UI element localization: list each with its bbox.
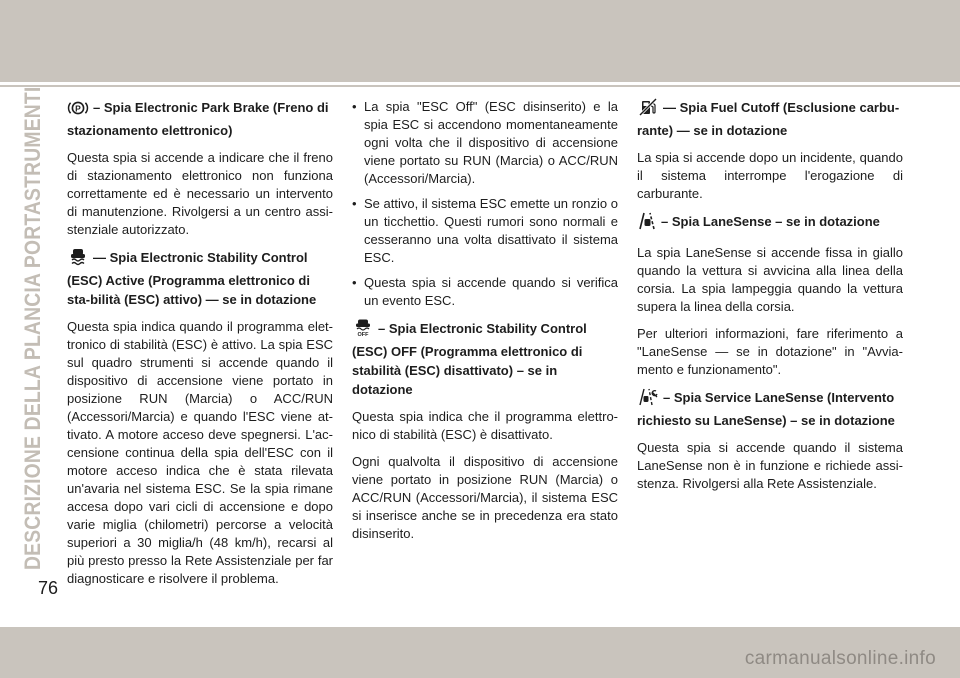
heading-esc-off [352, 319, 618, 399]
paragraph: Questa spia indica quando il programma elet-tronico di stabilità (ESC) è attivo. La spia ESC sul quadro strumenti si accende quando il dispositivo di accensione viene portato in posizione RUN (Marcia) o ACC/RUN (Accessori/Marcia) e quando l'ESC viene at-tivato. A motore acceso deve spegnersi. L'ac-censione continua della spia dell'ESC con il motore acceso indica che è stata rilevata un'avaria nel sistema ESC. Se la spia rimane accesa dopo vari cicli di accensione e dopo varie miglia (chilometri) percorse a velocità superiori a 30 miglia/h (48 km/h), recarsi al più presto presso la Rete Assistenziale per far diagnosticare e risolvere il problema. [67, 319, 333, 586]
heading-lanesense [637, 212, 903, 235]
svg-text:P: P [75, 103, 81, 114]
column-1 [67, 98, 333, 597]
paragraph: Questa spia si accende quando il sistema LaneSense non è in funzione e richiede assi-stenza. Rivolgersi alla Rete Assistenziale. [637, 440, 903, 491]
column-3 [637, 98, 903, 502]
heading-fuel-cutoff-text: — Spia Fuel Cutoff (Esclusione carbu-rante) — se in dotazione [637, 100, 900, 138]
top-band-strip [0, 85, 960, 87]
paragraph: Questa spia si accende a indicare che il freno di stazionamento elettronico non funziona correttamente ed è necessario un intervento di manutenzione. Rivolgersi a un centro assi-stenziale autorizzato. [67, 150, 333, 237]
lanesense-icon [637, 212, 657, 235]
heading-service-lanesense [637, 388, 903, 430]
heading-fuel-cutoff [637, 98, 903, 140]
service-lanesense-icon [637, 388, 659, 411]
paragraph: Questa spia indica che il programma elettro-nico di stabilità (ESC) è disattivato. [352, 409, 618, 442]
page-number: 76 [38, 578, 59, 598]
heading-esc-off-text: – Spia Electronic Stability Control (ESC) OFF (Programma elettronico di stabilità (ESC) disattivato) – se in dotazione [352, 321, 587, 397]
esc-active-icon [67, 248, 89, 271]
heading-park-brake-text: – Spia Electronic Park Brake (Freno di stazionamento elettronico) [67, 100, 329, 138]
paragraph: La spia si accende dopo un incidente, quando il sistema interrompe l'erogazione di carburante. [637, 150, 903, 201]
paragraph: Ogni qualvolta il dispositivo di accensione viene portato in posizione RUN (Marcia) o ACC/RUN (Accessori/Marcia), il sistema ESC si inserisce anche se in precedenza era stato disinserito. [352, 454, 618, 541]
column-2 [352, 98, 618, 552]
heading-park-brake [67, 98, 333, 140]
list-item: • La spia "ESC Off" (ESC disinserito) e la spia ESC si accendono momentaneamente ogni volta che il dispositivo di accensione viene portato su RUN (Marcia) o ACC/RUN (Accessori/Marcia). [352, 98, 618, 188]
bullet-list [352, 98, 618, 310]
park-brake-icon [67, 100, 89, 121]
svg-text:OFF: OFF [357, 332, 369, 337]
esc-off-icon [352, 319, 374, 342]
section-side-title: DESCRIZIONE DELLA PLANCIA PORTASTRUMENTI [20, 86, 45, 571]
fuel-cutoff-icon [637, 98, 659, 121]
heading-service-lanesense-text: – Spia Service LaneSense (Intervento richiesto su LaneSense) – se in dotazione [637, 390, 895, 428]
list-item: • Questa spia si accende quando si verifica un evento ESC. [352, 274, 618, 310]
heading-esc-active [67, 248, 333, 309]
paragraph: La spia LaneSense si accende fissa in giallo quando la vettura si avvicina alla linea della corsia. La spia lampeggia quando la vettura supera la linea della corsia. [637, 245, 903, 314]
heading-lanesense-text: – Spia LaneSense – se in dotazione [661, 214, 880, 229]
watermark-text: carmanualsonline.info [744, 648, 936, 669]
top-band [0, 0, 960, 82]
paragraph: Per ulteriori informazioni, fare riferimento a "LaneSense — se in dotazione" in "Avvia-mento e funzionamento". [637, 326, 903, 377]
heading-esc-active-text: — Spia Electronic Stability Control (ESC) Active (Programma elettronico di sta-bilità (ESC) attivo) — se in dotazione [67, 250, 317, 307]
list-item: • Se attivo, il sistema ESC emette un ronzio o un ticchettio. Questi rumori sono normali e cesseranno una volta disattivato il sistema ESC. [352, 195, 618, 267]
